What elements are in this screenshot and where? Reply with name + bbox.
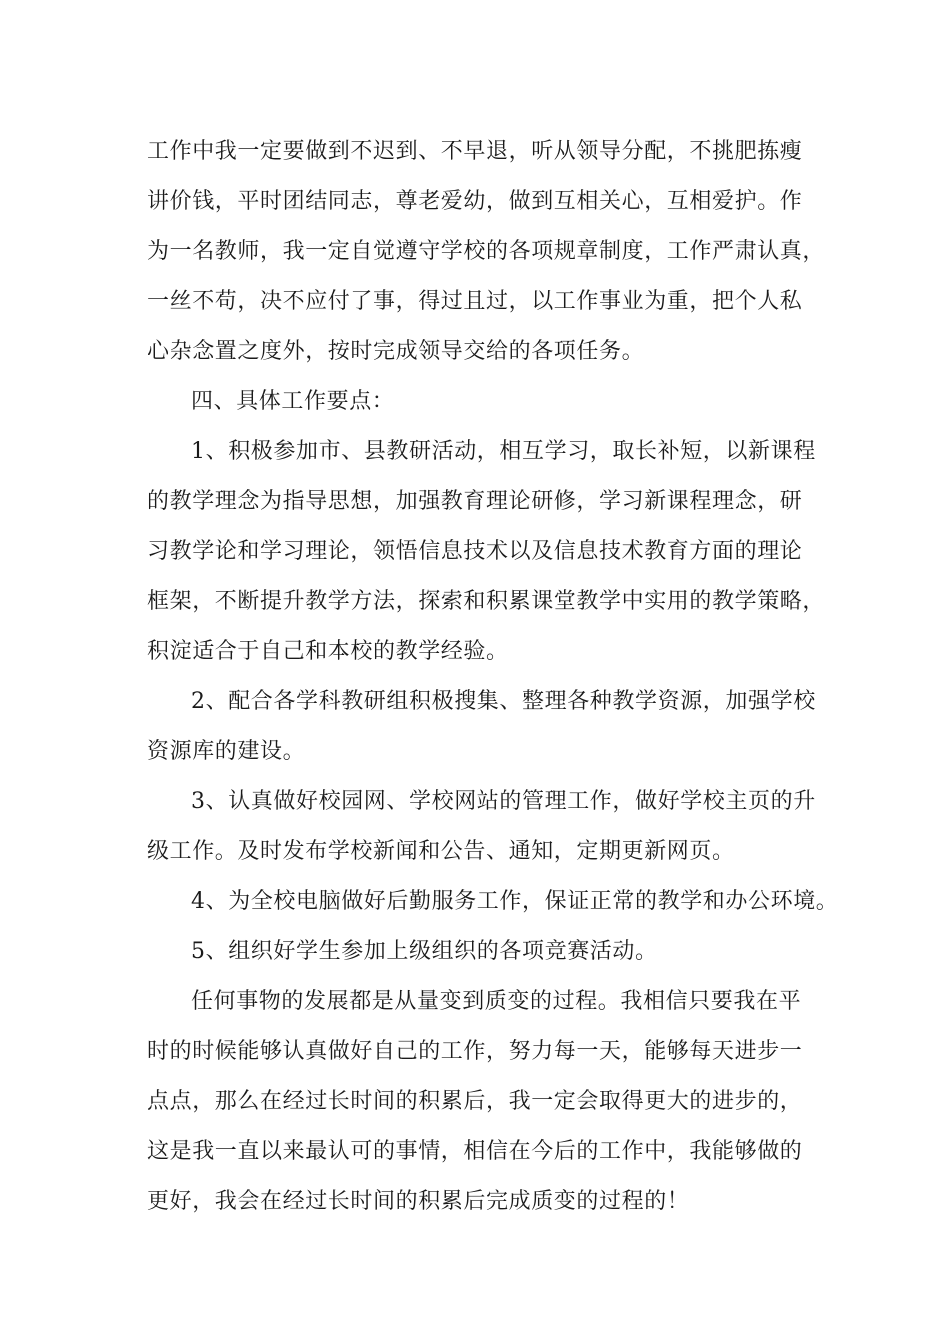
text-line: 这是我一直以来最认可的事情，相信在今后的工作中，我能够做的 bbox=[147, 1139, 803, 1164]
text-line: 讲价钱，平时团结同志，尊老爱幼，做到互相关心，互相爱护。作 bbox=[147, 189, 803, 214]
text-line: 2、配合各学科教研组积极搜集、整理各种教学资源，加强学校 bbox=[191, 689, 816, 714]
section-heading: 四、具体工作要点： bbox=[191, 389, 395, 414]
text-line: 习教学论和学习理论，领悟信息技术以及信息技术教育方面的理论 bbox=[147, 539, 803, 564]
text-line: 级工作。及时发布学校新闻和公告、通知，定期更新网页。 bbox=[147, 839, 735, 864]
text-line: 一丝不苟，决不应付了事，得过且过，以工作事业为重，把个人私 bbox=[147, 289, 803, 314]
text-line: 点点，那么在经过长时间的积累后，我一定会取得更大的进步的， bbox=[147, 1089, 803, 1114]
text-line: 时的时候能够认真做好自己的工作，努力每一天，能够每天进步一 bbox=[147, 1039, 803, 1064]
text-line: 为一名教师，我一定自觉遵守学校的各项规章制度，工作严肃认真， bbox=[147, 239, 826, 264]
text-line: 的教学理念为指导思想，加强教育理论研修，学习新课程理念，研 bbox=[147, 489, 803, 514]
text-line: 资源库的建设。 bbox=[147, 739, 306, 764]
text-line: 框架，不断提升教学方法，探索和积累课堂教学中实用的教学策略， bbox=[147, 589, 826, 614]
text-line: 4、为全校电脑做好后勤服务工作，保证正常的教学和办公环境。 bbox=[191, 889, 839, 914]
text-line: 积淀适合于自己和本校的教学经验。 bbox=[147, 639, 509, 664]
text-line: 任何事物的发展都是从量变到质变的过程。我相信只要我在平 bbox=[191, 989, 802, 1014]
text-line: 工作中我一定要做到不迟到、不早退，听从领导分配，不挑肥拣瘦 bbox=[147, 139, 803, 164]
text-line: 1、积极参加市、县教研活动，相互学习，取长补短，以新课程 bbox=[191, 439, 816, 464]
text-line: 更好，我会在经过长时间的积累后完成质变的过程的！ bbox=[147, 1189, 690, 1214]
text-line: 心杂念置之度外，按时完成领导交给的各项任务。 bbox=[147, 339, 645, 364]
text-line: 3、认真做好校园网、学校网站的管理工作，做好学校主页的升 bbox=[191, 789, 816, 814]
text-line: 5、组织好学生参加上级组织的各项竞赛活动。 bbox=[191, 939, 658, 964]
